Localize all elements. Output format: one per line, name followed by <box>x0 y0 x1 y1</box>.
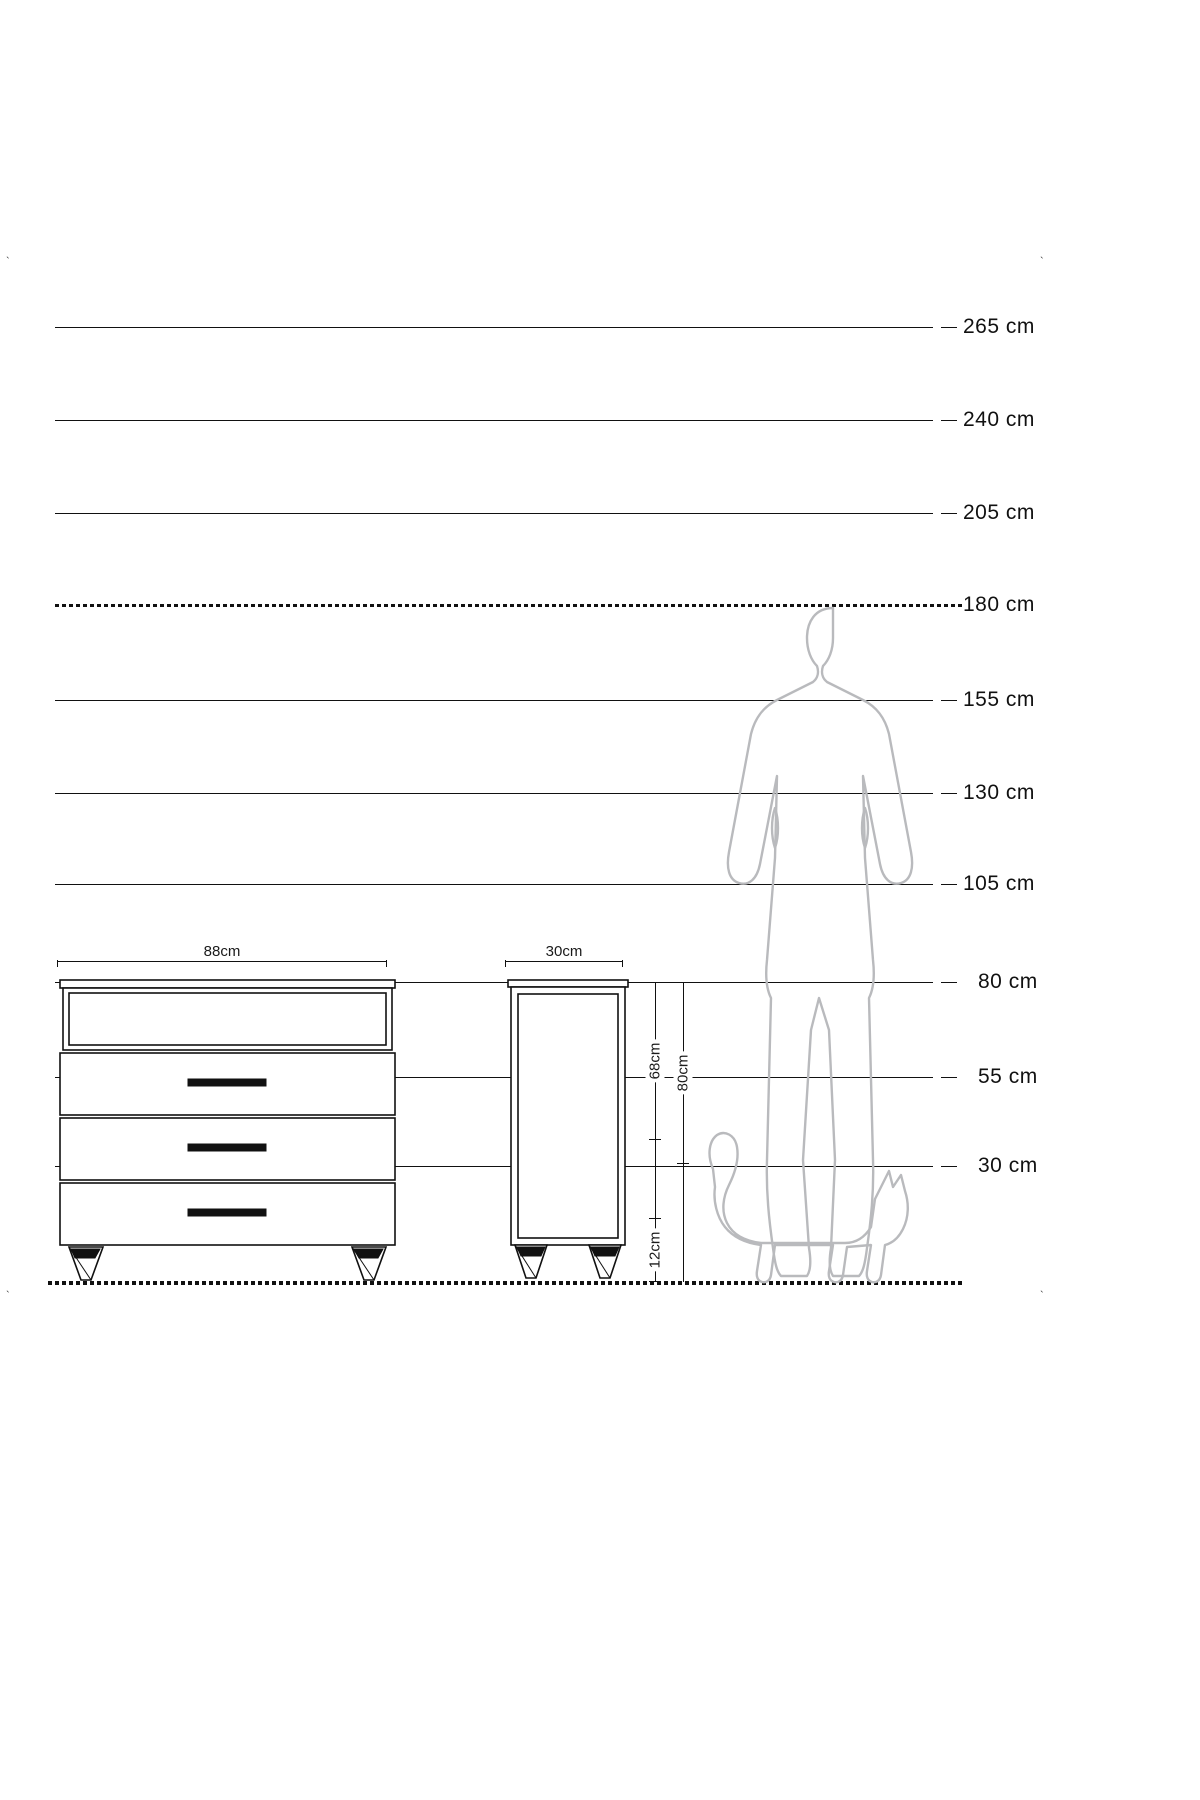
corner-tick-bottom-left: ` <box>6 1290 10 1302</box>
scale-row-205 <box>0 501 1200 524</box>
scale-row-240 <box>0 408 1200 431</box>
scale-label-105: 105 cm <box>963 872 1035 895</box>
scale-label-80: 80 cm <box>978 970 1038 993</box>
scale-label-130: 130 cm <box>963 781 1035 804</box>
scale-label-155: 155 cm <box>963 688 1035 711</box>
dimension-cabinet-width-label: 30cm <box>541 943 588 960</box>
dimension-cabinet-body-height-label: 68cm <box>646 1040 665 1083</box>
cat-silhouette <box>705 1125 920 1295</box>
scale-label-55: 55 cm <box>978 1065 1038 1088</box>
scale-row-155 <box>0 688 1200 711</box>
scale-label-180: 180 cm <box>963 593 1035 616</box>
scale-row-180 <box>0 593 1200 616</box>
corner-tick-top-right: ` <box>1040 256 1044 268</box>
scale-row-130 <box>0 781 1200 804</box>
dimension-leg-height-label: 12cm <box>646 1229 665 1272</box>
dimension-cabinet-body-height <box>646 982 664 1140</box>
dimension-leg-height <box>646 1218 664 1282</box>
dimension-cabinet-width <box>505 943 623 967</box>
dimension-dresser-width-label: 88cm <box>199 943 246 960</box>
scale-label-30: 30 cm <box>978 1154 1038 1177</box>
dimension-dresser-width <box>57 943 387 967</box>
dimension-total-height <box>674 982 692 1164</box>
chest-of-drawers <box>55 975 400 1285</box>
corner-tick-top-left: ` <box>6 256 10 268</box>
scale-row-265 <box>0 315 1200 338</box>
scale-label-205: 205 cm <box>963 501 1035 524</box>
scale-label-240: 240 cm <box>963 408 1035 431</box>
scale-label-265: 265 cm <box>963 315 1035 338</box>
narrow-cabinet <box>503 975 633 1285</box>
corner-tick-bottom-right: ` <box>1040 1290 1044 1302</box>
dimension-total-height-label: 80cm <box>674 1052 693 1095</box>
scale-row-105 <box>0 872 1200 895</box>
